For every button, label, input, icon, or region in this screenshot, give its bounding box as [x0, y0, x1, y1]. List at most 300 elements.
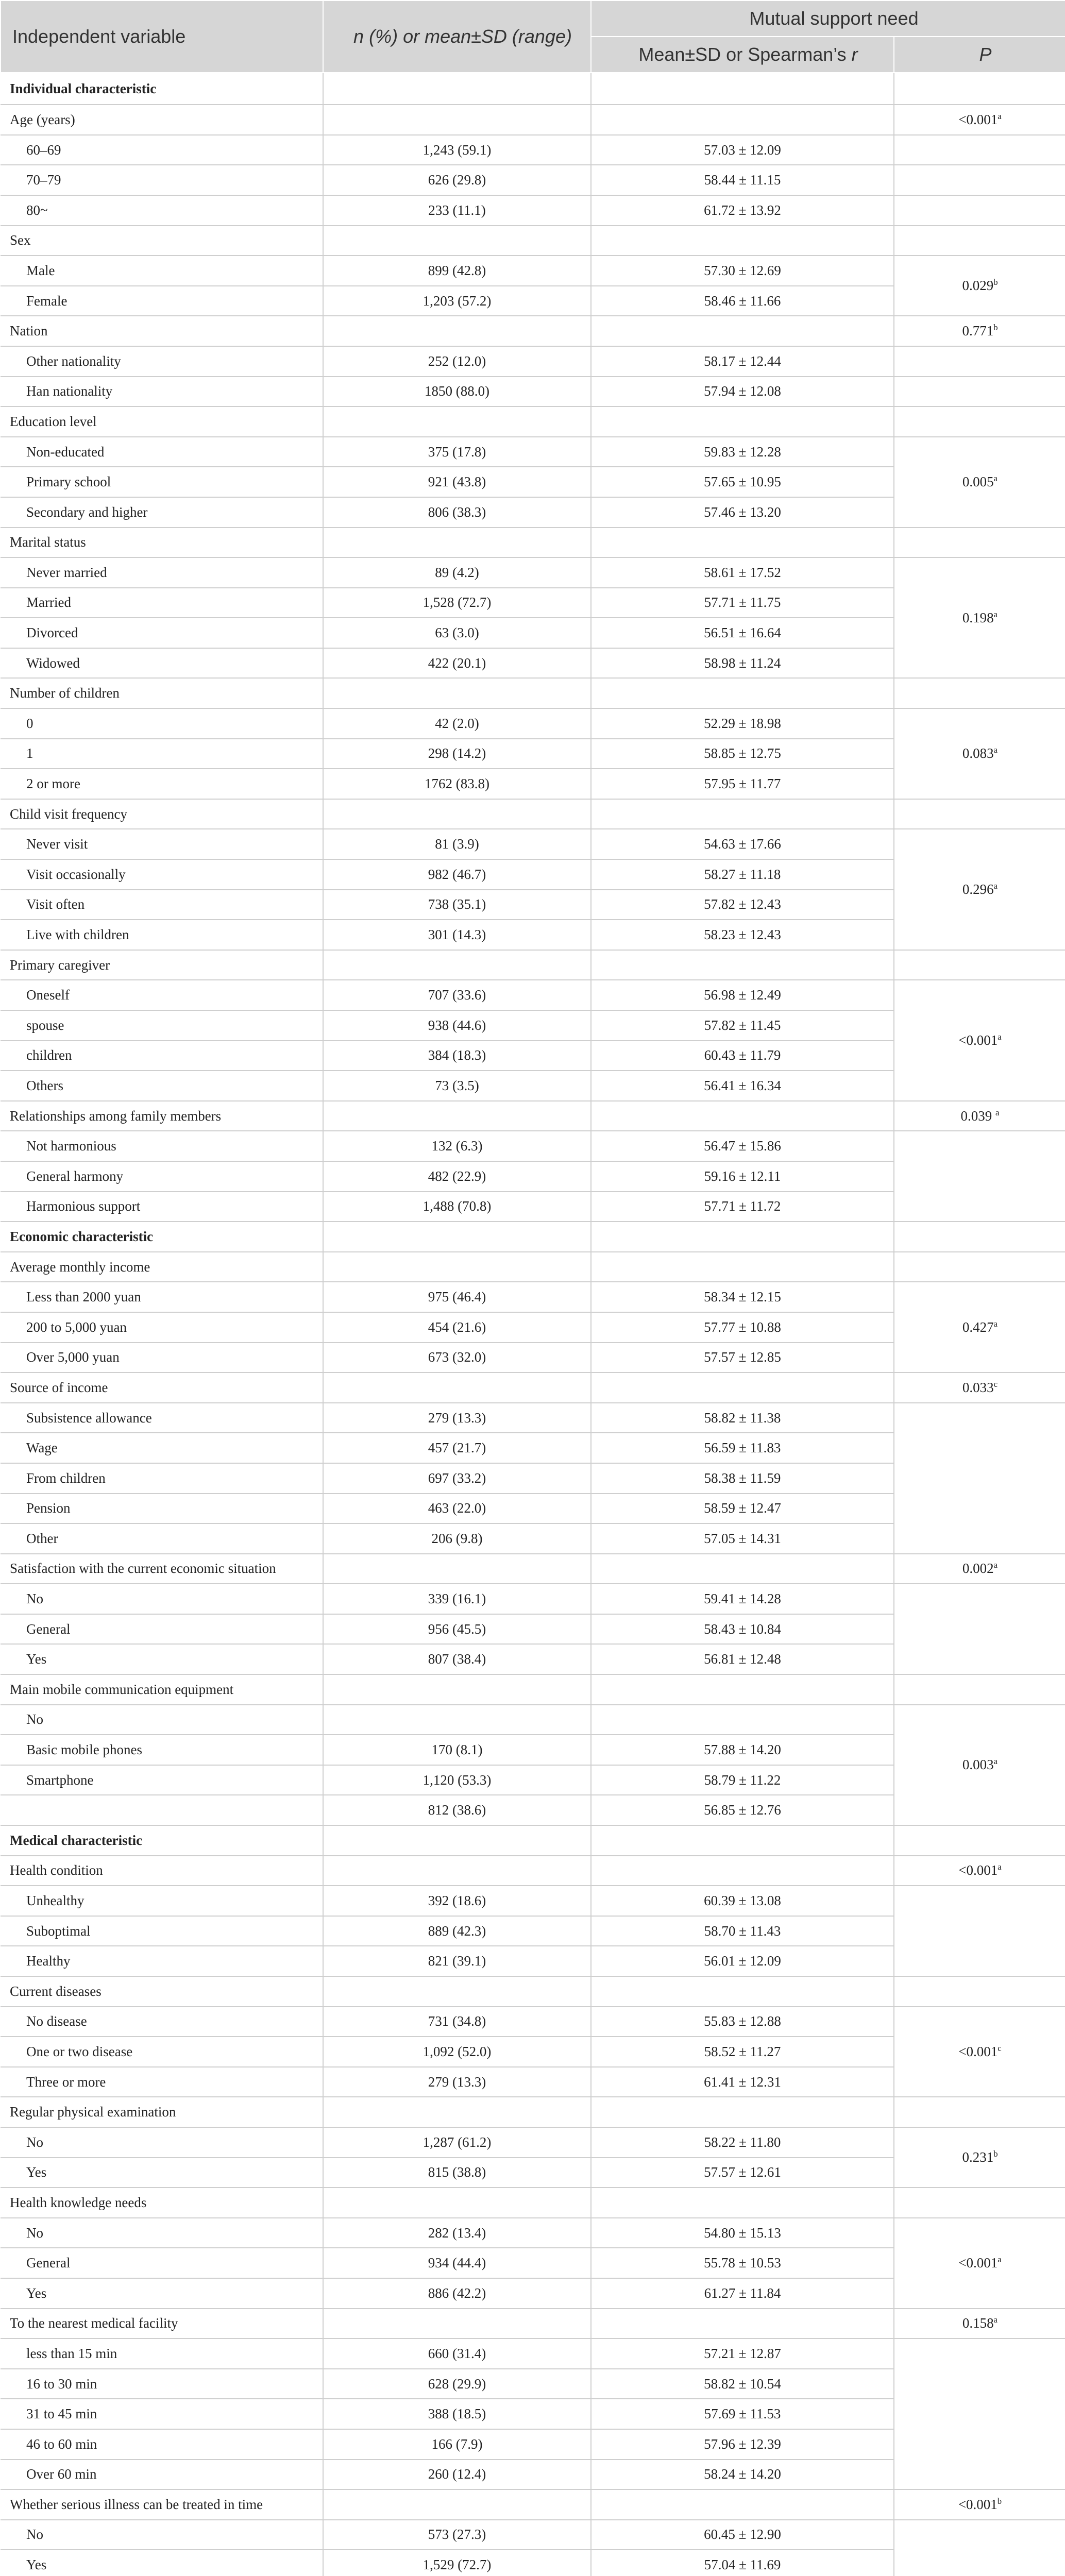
n-percent-cell: 1,287 (61.2) — [323, 2127, 591, 2158]
category-label: 2 or more — [1, 769, 323, 799]
p-value-cell — [894, 73, 1065, 105]
group-row — [1, 2097, 1065, 2127]
category-label: less than 15 min — [1, 2338, 323, 2369]
mean-sd-cell: 58.79 ± 11.22 — [591, 1765, 894, 1795]
n-percent-cell — [323, 2097, 591, 2127]
n-percent-cell — [323, 1222, 591, 1252]
mean-sd-cell: 57.21 ± 12.87 — [591, 2338, 894, 2369]
n-percent-cell — [323, 1825, 591, 1856]
category-label: No — [1, 2218, 323, 2248]
p-value: <0.001 — [958, 111, 998, 127]
mean-sd-cell: 58.85 ± 12.75 — [591, 739, 894, 769]
n-percent-cell: 63 (3.0) — [323, 618, 591, 648]
p-value-footnote-mark: a — [993, 1756, 998, 1767]
mean-sd-cell: 58.24 ± 14.20 — [591, 2460, 894, 2490]
p-value-footnote-mark: a — [998, 1032, 1002, 1042]
category-label: Oneself — [1, 980, 323, 1010]
mean-sd-cell: 61.72 ± 13.92 — [591, 195, 894, 226]
p-value-footnote-mark: a — [993, 1560, 998, 1570]
mean-sd-cell: 58.38 ± 11.59 — [591, 1463, 894, 1494]
section-row — [1, 1825, 1065, 1856]
mean-sd-cell — [591, 1554, 894, 1584]
variable-label: Average monthly income — [1, 1252, 323, 1282]
n-percent-cell — [323, 406, 591, 437]
n-percent-cell — [323, 528, 591, 558]
p-value: 0.005 — [962, 474, 994, 490]
n-percent-cell: 1762 (83.8) — [323, 769, 591, 799]
n-percent-cell: 807 (38.4) — [323, 1644, 591, 1674]
n-percent-cell: 375 (17.8) — [323, 437, 591, 467]
header-mutual-support-need: Mutual support need — [591, 1, 1065, 37]
p-value-cell — [894, 1131, 1065, 1222]
mean-sd-cell: 56.81 ± 12.48 — [591, 1644, 894, 1674]
variable-label: Nation — [1, 316, 323, 346]
category-label: General harmony — [1, 1161, 323, 1192]
p-value-cell — [894, 1282, 1065, 1372]
category-label: 0 — [1, 708, 323, 739]
mean-sd-cell — [591, 1372, 894, 1403]
n-percent-cell: 260 (12.4) — [323, 2460, 591, 2490]
category-label: Han nationality — [1, 377, 323, 407]
variable-label: Source of income — [1, 1372, 323, 1403]
n-percent-cell: 731 (34.8) — [323, 2007, 591, 2037]
table-row — [1, 1705, 1065, 1735]
mean-sd-cell: 57.82 ± 12.43 — [591, 890, 894, 920]
table-body — [1, 73, 1065, 2576]
category-label: Over 60 min — [1, 2460, 323, 2490]
mean-sd-cell — [591, 105, 894, 135]
n-percent-cell — [323, 678, 591, 708]
mean-sd-cell: 58.34 ± 12.15 — [591, 1282, 894, 1312]
header-r-italic: r — [851, 44, 858, 65]
n-percent-cell: 252 (12.0) — [323, 346, 591, 377]
mean-sd-cell: 60.39 ± 13.08 — [591, 1886, 894, 1916]
mean-sd-cell: 57.04 ± 11.69 — [591, 2550, 894, 2576]
variable-label: Relationships among family members — [1, 1101, 323, 1131]
mean-sd-cell — [591, 678, 894, 708]
p-value: 0.198 — [962, 609, 994, 625]
category-label: Three or more — [1, 2067, 323, 2097]
n-percent-cell: 982 (46.7) — [323, 859, 591, 890]
mean-sd-cell: 57.46 ± 13.20 — [591, 497, 894, 528]
mean-sd-cell: 55.78 ± 10.53 — [591, 2248, 894, 2278]
category-label: 80~ — [1, 195, 323, 226]
mean-sd-cell: 60.43 ± 11.79 — [591, 1041, 894, 1071]
mean-sd-cell: 56.41 ± 16.34 — [591, 1071, 894, 1101]
mean-sd-cell — [591, 2188, 894, 2218]
category-label: Over 5,000 yuan — [1, 1343, 323, 1373]
p-value-cell — [894, 2007, 1065, 2097]
mean-sd-cell: 52.29 ± 18.98 — [591, 708, 894, 739]
n-percent-cell — [323, 799, 591, 829]
p-value-cell — [894, 316, 1065, 346]
n-percent-cell: 886 (42.2) — [323, 2278, 591, 2309]
variable-label: Health knowledge needs — [1, 2188, 323, 2218]
mean-sd-cell — [591, 226, 894, 256]
n-percent-cell: 738 (35.1) — [323, 890, 591, 920]
p-value-footnote-mark: c — [993, 1379, 998, 1389]
p-value-cell — [894, 980, 1065, 1100]
n-percent-cell: 339 (16.1) — [323, 1584, 591, 1614]
p-value-cell — [894, 1252, 1065, 1282]
p-value-cell — [894, 346, 1065, 377]
n-percent-cell: 166 (7.9) — [323, 2429, 591, 2460]
p-value-footnote-mark: a — [998, 2255, 1002, 2265]
p-value: 0.427 — [962, 1319, 994, 1335]
table-row — [1, 1131, 1065, 1161]
variable-label: Education level — [1, 406, 323, 437]
category-label: Harmonious support — [1, 1192, 323, 1222]
category-label: Visit often — [1, 890, 323, 920]
n-percent-cell: 89 (4.2) — [323, 557, 591, 588]
category-label: Other — [1, 1523, 323, 1554]
mean-sd-cell: 58.22 ± 11.80 — [591, 2127, 894, 2158]
header-n-percent — [323, 1, 591, 73]
p-value: <0.001 — [958, 2496, 998, 2512]
category-label: spouse — [1, 1010, 323, 1041]
table-row — [1, 1886, 1065, 1916]
p-value-footnote-mark: b — [997, 2496, 1002, 2506]
variable-label: Current diseases — [1, 1976, 323, 2007]
group-row — [1, 1976, 1065, 2007]
category-label: Less than 2000 yuan — [1, 1282, 323, 1312]
n-percent-cell: 422 (20.1) — [323, 648, 591, 679]
mean-sd-cell: 58.44 ± 11.15 — [591, 165, 894, 195]
p-value-cell — [894, 1825, 1065, 1856]
p-value: 0.158 — [962, 2315, 994, 2331]
n-percent-cell — [323, 1976, 591, 2007]
group-row — [1, 678, 1065, 708]
mean-sd-cell: 56.51 ± 16.64 — [591, 618, 894, 648]
header-n-rest: (%) or mean±SD (range) — [364, 26, 572, 47]
category-label: No — [1, 2127, 323, 2158]
group-row — [1, 950, 1065, 980]
mean-sd-cell: 58.82 ± 11.38 — [591, 1403, 894, 1433]
n-percent-cell: 934 (44.4) — [323, 2248, 591, 2278]
group-row — [1, 105, 1065, 135]
mean-sd-cell: 57.65 ± 10.95 — [591, 467, 894, 497]
group-row — [1, 1372, 1065, 1403]
mean-sd-cell — [591, 1976, 894, 2007]
mean-sd-cell: 58.98 ± 11.24 — [591, 648, 894, 679]
category-label: No — [1, 2520, 323, 2550]
header-mean-sd: Mean±SD or Spearman’s r — [591, 37, 894, 73]
n-percent-cell: 384 (18.3) — [323, 1041, 591, 1071]
table-row — [1, 2520, 1065, 2550]
mean-sd-cell — [591, 1101, 894, 1131]
n-percent-cell — [323, 2188, 591, 2218]
n-percent-cell — [323, 950, 591, 980]
n-percent-cell — [323, 226, 591, 256]
category-label: Secondary and higher — [1, 497, 323, 528]
n-percent-cell — [323, 1674, 591, 1705]
n-percent-cell: 392 (18.6) — [323, 1886, 591, 1916]
p-value-footnote-mark: a — [993, 881, 998, 891]
p-value-cell — [894, 678, 1065, 708]
n-percent-cell — [323, 105, 591, 135]
table-row — [1, 1584, 1065, 1614]
mean-sd-cell — [591, 1674, 894, 1705]
mean-sd-cell: 57.82 ± 11.45 — [591, 1010, 894, 1041]
n-percent-cell — [323, 1856, 591, 1886]
n-percent-cell — [323, 1252, 591, 1282]
table-row — [1, 256, 1065, 286]
n-percent-cell: 626 (29.8) — [323, 165, 591, 195]
category-label: Male — [1, 256, 323, 286]
section-label: Individual characteristic — [1, 73, 323, 105]
p-value-cell — [894, 2309, 1065, 2339]
p-value-cell — [894, 557, 1065, 678]
p-value-cell — [894, 1222, 1065, 1252]
table-row — [1, 2338, 1065, 2369]
category-label: Unhealthy — [1, 1886, 323, 1916]
n-percent-cell: 889 (42.3) — [323, 1916, 591, 1946]
mean-sd-cell: 58.52 ± 11.27 — [591, 2037, 894, 2067]
p-value-cell — [894, 1101, 1065, 1131]
n-percent-cell: 1,529 (72.7) — [323, 2550, 591, 2576]
p-value-cell — [894, 528, 1065, 558]
category-label: Visit occasionally — [1, 859, 323, 890]
group-row — [1, 799, 1065, 829]
n-percent-cell — [323, 1372, 591, 1403]
n-percent-cell: 975 (46.4) — [323, 1282, 591, 1312]
group-row — [1, 2188, 1065, 2218]
n-percent-cell — [323, 1705, 591, 1735]
mean-sd-cell: 57.71 ± 11.72 — [591, 1192, 894, 1222]
group-row — [1, 226, 1065, 256]
table-row — [1, 557, 1065, 588]
p-value: 0.033 — [962, 1379, 994, 1395]
group-row — [1, 1856, 1065, 1886]
p-value-cell — [894, 406, 1065, 437]
p-value-footnote-mark: b — [993, 2149, 998, 2159]
mean-sd-cell — [591, 2097, 894, 2127]
n-percent-cell: 279 (13.3) — [323, 1403, 591, 1433]
mean-sd-cell — [591, 1705, 894, 1735]
table-row — [1, 346, 1065, 377]
p-value-cell — [894, 377, 1065, 407]
n-percent-cell: 1,243 (59.1) — [323, 135, 591, 165]
variable-label: Main mobile communication equipment — [1, 1674, 323, 1705]
n-percent-cell: 282 (13.4) — [323, 2218, 591, 2248]
mean-sd-cell — [591, 406, 894, 437]
n-percent-cell: 1,120 (53.3) — [323, 1765, 591, 1795]
category-label: Yes — [1, 2550, 323, 2576]
category-label: Healthy — [1, 1946, 323, 1976]
table-row — [1, 829, 1065, 859]
p-value-cell — [894, 195, 1065, 226]
mean-sd-cell: 57.57 ± 12.85 — [591, 1343, 894, 1373]
p-value: 0.039 — [960, 1108, 996, 1124]
n-percent-cell: 812 (38.6) — [323, 1795, 591, 1825]
category-label: children — [1, 1041, 323, 1071]
n-percent-cell: 233 (11.1) — [323, 195, 591, 226]
p-value-footnote-mark: a — [993, 2315, 998, 2325]
n-percent-cell: 697 (33.2) — [323, 1463, 591, 1494]
n-percent-cell: 1,092 (52.0) — [323, 2037, 591, 2067]
mean-sd-cell — [591, 1222, 894, 1252]
group-row — [1, 1101, 1065, 1131]
mean-sd-cell — [591, 2309, 894, 2339]
group-row — [1, 406, 1065, 437]
mean-sd-cell: 58.43 ± 10.84 — [591, 1614, 894, 1645]
header-p: P — [894, 37, 1065, 73]
n-percent-cell: 457 (21.7) — [323, 1433, 591, 1463]
mean-sd-cell: 56.01 ± 12.09 — [591, 1946, 894, 1976]
p-value-cell — [894, 1584, 1065, 1674]
category-label: Basic mobile phones — [1, 1735, 323, 1765]
mean-sd-cell: 54.63 ± 17.66 — [591, 829, 894, 859]
category-label: Yes — [1, 2278, 323, 2309]
category-label: Pension — [1, 1494, 323, 1524]
n-percent-cell: 956 (45.5) — [323, 1614, 591, 1645]
mean-sd-cell — [591, 950, 894, 980]
header-n-italic: n — [353, 26, 364, 47]
p-value-cell — [894, 2218, 1065, 2309]
p-value-footnote-mark: a — [993, 1318, 998, 1329]
category-label: Never married — [1, 557, 323, 588]
mean-sd-cell: 61.41 ± 12.31 — [591, 2067, 894, 2097]
p-value-cell — [894, 165, 1065, 195]
category-label: Smartphone — [1, 1765, 323, 1795]
p-value-cell — [894, 2188, 1065, 2218]
category-label: No — [1, 1705, 323, 1735]
n-percent-cell: 279 (13.3) — [323, 2067, 591, 2097]
p-value: <0.001 — [958, 1032, 998, 1048]
p-value-footnote-mark: a — [993, 745, 998, 755]
category-label: General — [1, 2248, 323, 2278]
n-percent-cell: 463 (22.0) — [323, 1494, 591, 1524]
group-row — [1, 2309, 1065, 2339]
n-percent-cell: 206 (9.8) — [323, 1523, 591, 1554]
p-value: <0.001 — [958, 2043, 998, 2059]
n-percent-cell: 1,488 (70.8) — [323, 1192, 591, 1222]
table-row — [1, 980, 1065, 1010]
table-row — [1, 708, 1065, 739]
n-percent-cell: 821 (39.1) — [323, 1946, 591, 1976]
group-row — [1, 2489, 1065, 2520]
mean-sd-cell — [591, 73, 894, 105]
p-value: <0.001 — [958, 1862, 998, 1878]
p-value-cell — [894, 1705, 1065, 1825]
n-percent-cell: 921 (43.8) — [323, 467, 591, 497]
variable-label: Regular physical examination — [1, 2097, 323, 2127]
mean-sd-cell: 54.80 ± 15.13 — [591, 2218, 894, 2248]
p-value-cell — [894, 2520, 1065, 2576]
p-value-footnote-mark: b — [993, 277, 998, 287]
category-label: 16 to 30 min — [1, 2369, 323, 2399]
p-value-footnote-mark: c — [998, 2043, 1002, 2053]
n-percent-cell: 573 (27.3) — [323, 2520, 591, 2550]
p-value-cell — [894, 2127, 1065, 2188]
mean-sd-cell — [591, 799, 894, 829]
n-percent-cell: 81 (3.9) — [323, 829, 591, 859]
n-percent-cell — [323, 73, 591, 105]
variable-label: Age (years) — [1, 105, 323, 135]
category-label: Live with children — [1, 920, 323, 950]
category-label: Suboptimal — [1, 1916, 323, 1946]
mean-sd-cell: 58.59 ± 12.47 — [591, 1494, 894, 1524]
variable-label: To the nearest medical facility — [1, 2309, 323, 2339]
n-percent-cell: 298 (14.2) — [323, 739, 591, 769]
mean-sd-cell: 56.85 ± 12.76 — [591, 1795, 894, 1825]
n-percent-cell: 1,203 (57.2) — [323, 286, 591, 316]
p-value-footnote-mark: a — [998, 1862, 1002, 1872]
n-percent-cell — [323, 316, 591, 346]
category-label: Yes — [1, 1644, 323, 1674]
n-percent-cell — [323, 1101, 591, 1131]
category-label: 1 — [1, 739, 323, 769]
section-label: Economic characteristic — [1, 1222, 323, 1252]
p-value-footnote-mark: a — [993, 473, 998, 484]
category-label: Widowed — [1, 648, 323, 679]
category-label: Divorced — [1, 618, 323, 648]
mean-sd-cell — [591, 528, 894, 558]
table-row — [1, 377, 1065, 407]
category-label: 31 to 45 min — [1, 2399, 323, 2429]
mean-sd-cell: 56.98 ± 12.49 — [591, 980, 894, 1010]
mean-sd-cell: 56.59 ± 11.83 — [591, 1433, 894, 1463]
p-value-cell — [894, 1976, 1065, 2007]
mean-sd-cell: 58.17 ± 12.44 — [591, 346, 894, 377]
p-value-cell — [894, 2489, 1065, 2520]
p-value-footnote-mark: a — [995, 1107, 1000, 1117]
mean-sd-cell — [591, 1825, 894, 1856]
mean-sd-cell: 59.41 ± 14.28 — [591, 1584, 894, 1614]
mean-sd-cell: 57.03 ± 12.09 — [591, 135, 894, 165]
p-value-cell — [894, 226, 1065, 256]
category-label: Wage — [1, 1433, 323, 1463]
p-value-cell — [894, 2097, 1065, 2127]
table-row — [1, 165, 1065, 195]
mean-sd-cell — [591, 2489, 894, 2520]
mean-sd-cell: 57.57 ± 12.61 — [591, 2158, 894, 2188]
variable-label: Number of children — [1, 678, 323, 708]
category-label: One or two disease — [1, 2037, 323, 2067]
mean-sd-cell: 59.16 ± 12.11 — [591, 1161, 894, 1192]
p-value: 0.083 — [962, 745, 994, 761]
n-percent-cell: 42 (2.0) — [323, 708, 591, 739]
mean-sd-cell: 57.71 ± 11.75 — [591, 588, 894, 618]
category-label: Married — [1, 588, 323, 618]
p-value-cell — [894, 950, 1065, 980]
category-label: Primary school — [1, 467, 323, 497]
mean-sd-cell: 57.77 ± 10.88 — [591, 1312, 894, 1343]
p-value-cell — [894, 2338, 1065, 2489]
n-percent-cell: 170 (8.1) — [323, 1735, 591, 1765]
p-value: 0.003 — [962, 1757, 994, 1773]
group-row — [1, 1674, 1065, 1705]
table-row — [1, 437, 1065, 467]
variable-label: Marital status — [1, 528, 323, 558]
table-row — [1, 1403, 1065, 1433]
n-percent-cell: 1,528 (72.7) — [323, 588, 591, 618]
category-label — [1, 1795, 323, 1825]
mean-sd-cell: 56.47 ± 15.86 — [591, 1131, 894, 1161]
category-label: Others — [1, 1071, 323, 1101]
p-value-footnote-mark: a — [998, 111, 1002, 121]
mean-sd-cell — [591, 1252, 894, 1282]
mean-sd-cell: 59.83 ± 12.28 — [591, 437, 894, 467]
section-row — [1, 1222, 1065, 1252]
p-value-cell — [894, 1856, 1065, 1886]
n-percent-cell: 938 (44.6) — [323, 1010, 591, 1041]
group-row — [1, 316, 1065, 346]
category-label: Non-educated — [1, 437, 323, 467]
n-percent-cell — [323, 2489, 591, 2520]
mean-sd-cell: 55.83 ± 12.88 — [591, 2007, 894, 2037]
mean-sd-cell: 57.30 ± 12.69 — [591, 256, 894, 286]
